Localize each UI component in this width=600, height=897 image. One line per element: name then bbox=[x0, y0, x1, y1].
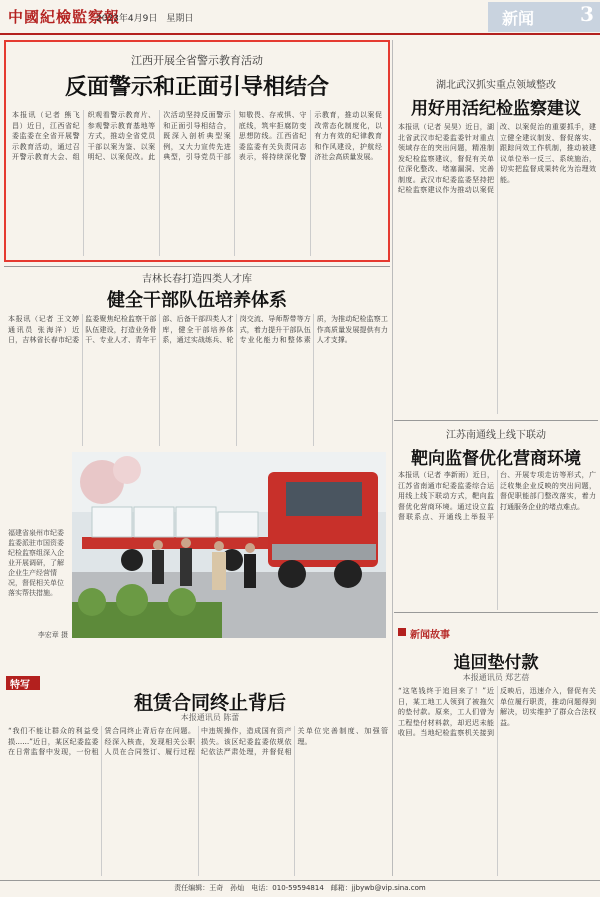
news-story-byline: 本报通讯员 郑艺蓓 bbox=[462, 673, 530, 682]
news-story-label: 新闻故事 bbox=[410, 630, 450, 641]
jilin-body: 本报讯（记者 王文婷 通讯员 张海洋）近日，吉林省长春市纪委监委聚焦纪检监察干部队伍建设，打造业务骨干、专业人才、青年干部、后备干部四类人才库，健全干部培养体系，通过实战练兵、轮岗交流、导师帮带等方式，着力提升干部队伍专业化能力和整体素质，为推动纪检监察工作高质量发展提供有力人才支撑。 bbox=[8, 315, 388, 344]
hubei-body: 本报讯（记者 吴昊）近日，湖北省武汉市纪委监委针对重点领域存在的突出问题，精准制发纪检监察建议，督促有关单位深化整改、堵塞漏洞、完善制度。武汉市纪委监委坚持把纪检监察建议作为推动以案促改、以案促治的重要抓手，建立健全建议制发、督促落实、跟踪问效工作机制，推动被建议单位举一反三、系统施治，切实把监督成果转化为治理效能。 bbox=[398, 123, 596, 194]
feature-headline[interactable]: 反面警示和正面引导相结合 bbox=[64, 74, 329, 100]
photo-credit: 李宏章 摄 bbox=[37, 631, 68, 639]
special-tag: 特写 bbox=[10, 680, 30, 691]
divider bbox=[4, 266, 390, 267]
masthead-rule bbox=[0, 33, 600, 35]
jiangsu-headline[interactable]: 靶向监督优化营商环境 bbox=[411, 449, 581, 469]
feature-kicker: 江西开展全省警示教育活动 bbox=[131, 54, 263, 67]
divider bbox=[394, 420, 598, 421]
photo-caption: 福建省泉州市纪委监委派驻市国资委纪检监察组深入企业开展调研，了解企业生产经营情况，督促相关单位落实帮扶措施。 bbox=[8, 529, 64, 597]
jiangsu-body: 本报讯（记者 李新雨）近日，江苏省南通市纪委监委综合运用线上线下联动方式，靶向监督优化营商环境。通过设立监督联系点、开通线上举报平台、开展专项走访等形式，广泛收集企业反映的突出问题，督促职能部门整改落实，着力打通服务企业的堵点难点。 bbox=[398, 471, 596, 521]
special-body: “我们不能让群众的利益受损……”近日，某区纪委监委在日常监督中发现，一份租赁合同终止背后存在问题。经深入核查，发现相关公职人员在合同签订、履行过程中违规操作，造成国有资产损失。该区纪委监委依规依纪依法严肃处理，并督促相关单位完善制度、加强管理。 bbox=[8, 727, 388, 756]
jilin-headline[interactable]: 健全干部队伍培养体系 bbox=[107, 290, 287, 311]
section-name: 新闻 bbox=[502, 9, 535, 28]
hubei-headline[interactable]: 用好用活纪检监察建议 bbox=[411, 99, 581, 119]
section-square-icon bbox=[398, 628, 406, 636]
feature-body: 本报讯（记者 熊飞昌）近日，江西省纪委监委在全省开展警示教育活动，通过召开警示教育大会、组织观看警示教育片、参观警示教育基地等方式，推动全省党员干部以案为鉴、以案明纪、以案促改。此次活动坚持反面警示和正面引导相结合，既深入剖析典型案例，又大力宣传先进典型，引导党员干部知敬畏、存戒惧、守底线，筑牢拒腐防变思想防线。江西省纪委监委有关负责同志表示，将持续深化警示教育，推动以案促改常态化制度化，以有力有效的纪律教育和作风建设，护航经济社会高质量发展。 bbox=[12, 111, 382, 161]
column-separator bbox=[392, 40, 393, 876]
issue-date: 2023年4月9日 星期日 bbox=[96, 14, 194, 24]
news-story-headline[interactable]: 追回垫付款 bbox=[453, 653, 539, 673]
hubei-kicker: 湖北武汉抓实重点领域整改 bbox=[436, 80, 556, 91]
special-byline: 本报通讯员 陈蕾 bbox=[180, 713, 240, 722]
jiangsu-kicker: 江苏南通线上线下联动 bbox=[446, 430, 546, 441]
page-footer: 责任编辑：王奇 孙灿 电话：010-59594814 邮箱：jjbywb@vip.sina.com bbox=[0, 880, 600, 897]
special-headline[interactable]: 租赁合同终止背后 bbox=[133, 692, 286, 714]
news-photo bbox=[72, 452, 386, 638]
jilin-kicker: 吉林长春打造四类人才库 bbox=[142, 274, 252, 285]
truck-scene-illustration bbox=[72, 452, 386, 638]
divider bbox=[394, 612, 598, 613]
news-story-body: “这笔钱终于追回来了！”近日，某工地工人领到了被拖欠的垫付款。原来，工人们曾为工程垫付材料款，却迟迟未能收回。当地纪检监察机关接到反映后，迅速介入，督促有关单位履行职责，推动问题得到解决，切实维护了群众合法权益。 bbox=[398, 687, 596, 737]
masthead-logo: 中國紀檢監察報 bbox=[8, 8, 121, 26]
page-number: 3 bbox=[580, 2, 594, 26]
